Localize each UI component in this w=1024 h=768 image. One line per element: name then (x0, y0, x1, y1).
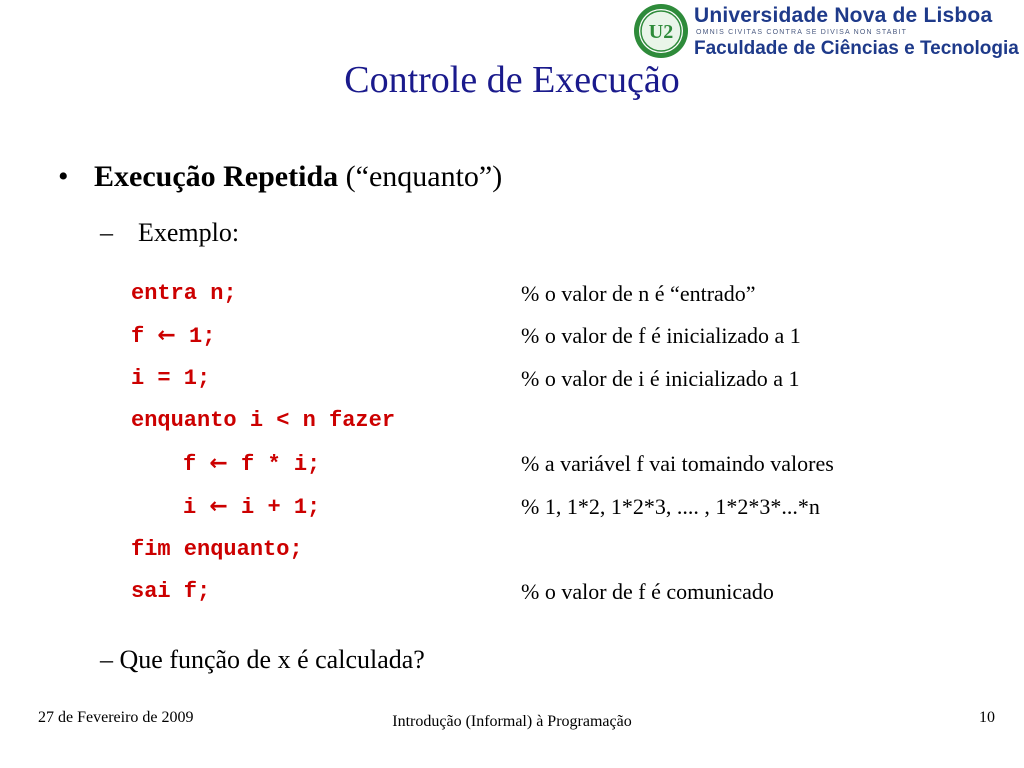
bullet-dash: – (100, 218, 113, 247)
bullet-main-rest: (“enquanto”) (345, 160, 503, 193)
code-comment: % a variável f vai tomaindo valores (521, 451, 834, 476)
code-text (131, 366, 210, 391)
svg-text:U2: U2 (648, 21, 674, 43)
code-segment: 1; (175, 324, 216, 349)
code-segment: f (131, 324, 158, 349)
code-comment: % o valor de i é inicializado a 1 (521, 366, 800, 391)
code-text (131, 537, 303, 562)
code-comment: % 1, 1*2, 1*2*3, .... , 1*2*3*...*n (521, 494, 820, 519)
code-text (131, 579, 210, 604)
code-line (0, 494, 1024, 534)
code-line (0, 451, 1024, 491)
footer-page-number: 10 (979, 709, 995, 726)
logo-text (694, 2, 1020, 64)
code-segment: i (183, 495, 210, 520)
code-segment: f * i; (227, 452, 321, 477)
code-comment: % o valor de n é “entrado” (521, 281, 756, 306)
footer-course-title: Introdução (Informal) à Programação (392, 713, 632, 730)
logo-university-name: Universidade Nova de Lisboa (694, 4, 993, 27)
code-comment: % o valor de f é comunicado (521, 579, 774, 604)
code-text (131, 408, 395, 433)
code-segment: sai f; (131, 579, 211, 604)
slide-title: Controle de Execução (344, 59, 680, 101)
code-line (0, 281, 1024, 321)
bullet-main (58, 160, 502, 194)
logo-faculty-name: Faculdade de Ciências e Tecnologia (694, 38, 1019, 59)
footer-date: 27 de Fevereiro de 2009 (38, 709, 194, 726)
bullet-sub-label: Exemplo: (138, 218, 240, 247)
code-segment: entra n; (131, 281, 237, 306)
university-logo (632, 2, 1020, 64)
code-text (183, 451, 320, 477)
code-text (131, 281, 237, 306)
logo-motto: OMNIS CIVITAS CONTRA SE DIVISA NON STABIT (696, 29, 908, 36)
code-comment: % o valor de f é inicializado a 1 (521, 323, 801, 348)
code-line (0, 537, 1024, 577)
left-arrow-icon: ← (157, 323, 176, 348)
code-line (0, 366, 1024, 406)
code-segment: enquanto i < n fazer (131, 408, 396, 433)
code-text (183, 494, 320, 520)
university-seal-icon (632, 2, 690, 60)
code-segment: i = 1; (131, 366, 211, 391)
left-arrow-icon: ← (209, 494, 228, 519)
code-segment: i + 1; (227, 495, 321, 520)
bullet-main-bold: Execução Repetida (94, 160, 339, 193)
code-line (0, 579, 1024, 619)
left-arrow-icon: ← (209, 451, 228, 476)
code-line (0, 323, 1024, 363)
question-line: – Que função de x é calculada? (100, 645, 425, 674)
bullet-sub (100, 218, 239, 248)
code-segment: f (183, 452, 210, 477)
bullet-dot: • (58, 160, 69, 193)
code-line (0, 408, 1024, 448)
code-segment: fim enquanto; (131, 537, 303, 562)
code-text (131, 323, 215, 349)
